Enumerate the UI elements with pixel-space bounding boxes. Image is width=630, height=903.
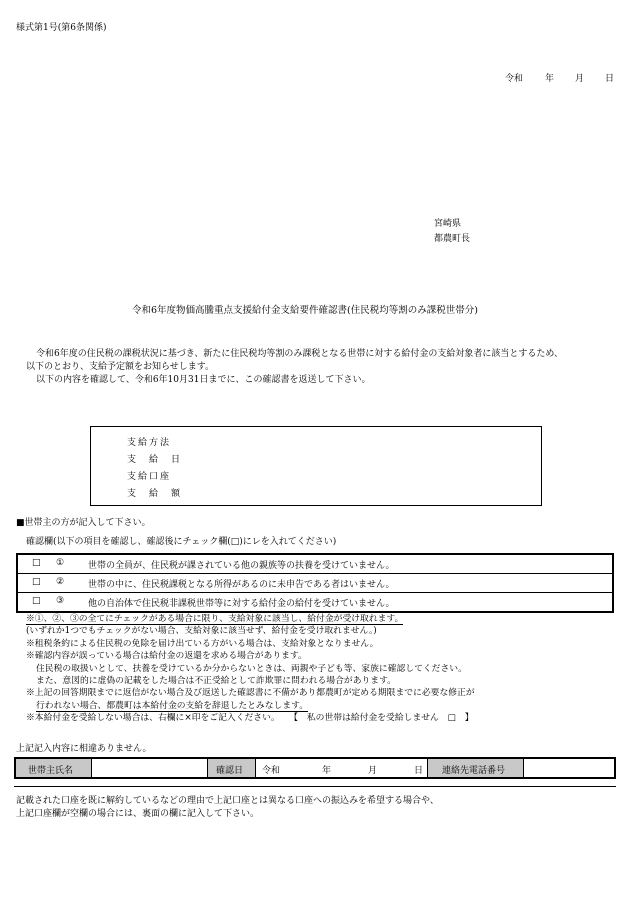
householder-name-label-cell (16, 759, 92, 777)
note-line (26, 712, 475, 724)
note-line: (いずれか1つでもチェックがない場合、支給対象に該当せず、給付金を受け取れません。) (26, 626, 377, 637)
checkbox[interactable]: □ (32, 558, 41, 568)
footer-line: 記載された口座を既に解約しているなどの理由で上記口座とは異なる口座への振込みを希望する場合や、 (16, 796, 439, 806)
confirm-date-label-cell (208, 759, 256, 777)
check-text: 世帯の全員が、住民税が課されている他の親族等の扶養を受けていません。 (88, 561, 395, 571)
check-instruction: 確認欄(以下の項目を確認し、確認後にチェック欄(□)にレを入れてください) (26, 537, 337, 547)
note-line (26, 700, 475, 712)
checkbox[interactable]: □ (32, 577, 41, 587)
intro-line: 令和6年度の住民税の課税状況に基づき、新たに住民税均等割のみ課税となる世帯に対する給付金の支給対象者に該当とするため、 (36, 349, 564, 359)
decline-checkbox-text[interactable]: 【 私の世帯は給付金を受給しません □ 】 (293, 713, 474, 724)
note-line: ※確認内容が誤っている場合は給付金の返還を求める場合があります。 (26, 651, 307, 662)
document-title: 令和6年度物価高騰重点支援給付金支給要件確認書(住民税均等割のみ課税世帯分) (132, 305, 478, 316)
householder-name-field[interactable] (92, 759, 208, 777)
check-table (16, 553, 614, 613)
phone-field[interactable] (524, 759, 614, 777)
householder-name-label: 世帯主氏名 (28, 766, 74, 776)
phone-label-cell (428, 759, 524, 777)
check-text: 他の自治体で住民税非課税世帯等に対する給付金の給付を受けていません。 (88, 599, 395, 609)
date-field-era: 令和 (262, 766, 281, 776)
notes (26, 613, 475, 725)
phone-label: 連絡先電話番号 (442, 766, 506, 776)
payment-date-label: 支 給 日 (127, 455, 183, 465)
form-number: 様式第1号(第6条関係) (16, 23, 107, 33)
check-row (18, 593, 612, 611)
issuer-mayor: 都農町長 (434, 234, 471, 244)
intro-line: 以下のとおり、支給予定額をお知らせします。 (26, 362, 215, 372)
confirm-text: 上記記入内容に相違ありません。 (16, 744, 152, 754)
date-field-year: 年 (322, 766, 332, 776)
payment-amount-label: 支 給 額 (127, 489, 183, 499)
signature-table (14, 757, 616, 779)
footer-line: 上記口座欄が空欄の場合には、裏面の欄に記入して下さい。 (16, 809, 260, 819)
date-year: 年 (545, 74, 555, 84)
note-text: ※①、②、③の全てにチェックがある場合に限り、支給対象に該当し、 (26, 614, 308, 624)
intro-paragraph (26, 348, 616, 387)
note-line: また、意図的に虚偽の記載をした場合は不正受給として詐欺罪に問われる場合があります。 (36, 676, 396, 687)
check-row (18, 574, 612, 593)
note-line: ※上記の回答期限までに返信がない場合及び返送した確認書に不備があり都農町が定める期限までに必要な修正が (26, 688, 475, 699)
date-era: 令和 (505, 74, 524, 84)
note-line: 住民税の取扱いとして、扶養を受けているか分からないときは、両親や子ども等、家族に確認してください。 (36, 663, 467, 674)
note-line: ※租税条約による住民税の免除を届け出ている方がいる場合は、支給対象となりません。 (26, 638, 379, 649)
confirm-date-field[interactable] (256, 759, 428, 777)
check-number: ① (56, 558, 65, 568)
note-line (26, 613, 475, 625)
note-text: 給付金が受け取れます。 (307, 614, 404, 624)
check-number: ③ (56, 596, 65, 606)
confirm-date-label: 確認日 (216, 766, 244, 776)
check-text: 世帯の中に、住民税課税となる所得があるのに未申告である者はいません。 (88, 580, 395, 590)
payment-info-box (90, 426, 542, 506)
date-field-day: 日 (414, 766, 424, 776)
intro-line: 以下の内容を確認して、令和6年10月31日までに、この確認書を返送して下さい。 (36, 375, 371, 385)
note-text: 行われない場合、都農町は本給付金の支給を辞退したとみなします。 (36, 700, 309, 711)
payment-method-label: 支給方法 (127, 438, 172, 448)
divider (14, 786, 616, 787)
check-row (18, 555, 612, 574)
householder-heading: ■世帯主の方が記入して下さい。 (16, 518, 151, 528)
date-month: 月 (575, 74, 585, 84)
note-text: ※本給付金を受給しない場合は、右欄に×印をご記入ください。 (26, 713, 280, 724)
footer-note (16, 795, 439, 821)
payment-account-label: 支給口座 (127, 472, 172, 482)
date-field-month: 月 (368, 766, 378, 776)
check-number: ② (56, 577, 65, 587)
date-day: 日 (605, 74, 615, 84)
issuer-prefecture: 宮崎県 (434, 219, 462, 229)
checkbox[interactable]: □ (32, 596, 41, 606)
